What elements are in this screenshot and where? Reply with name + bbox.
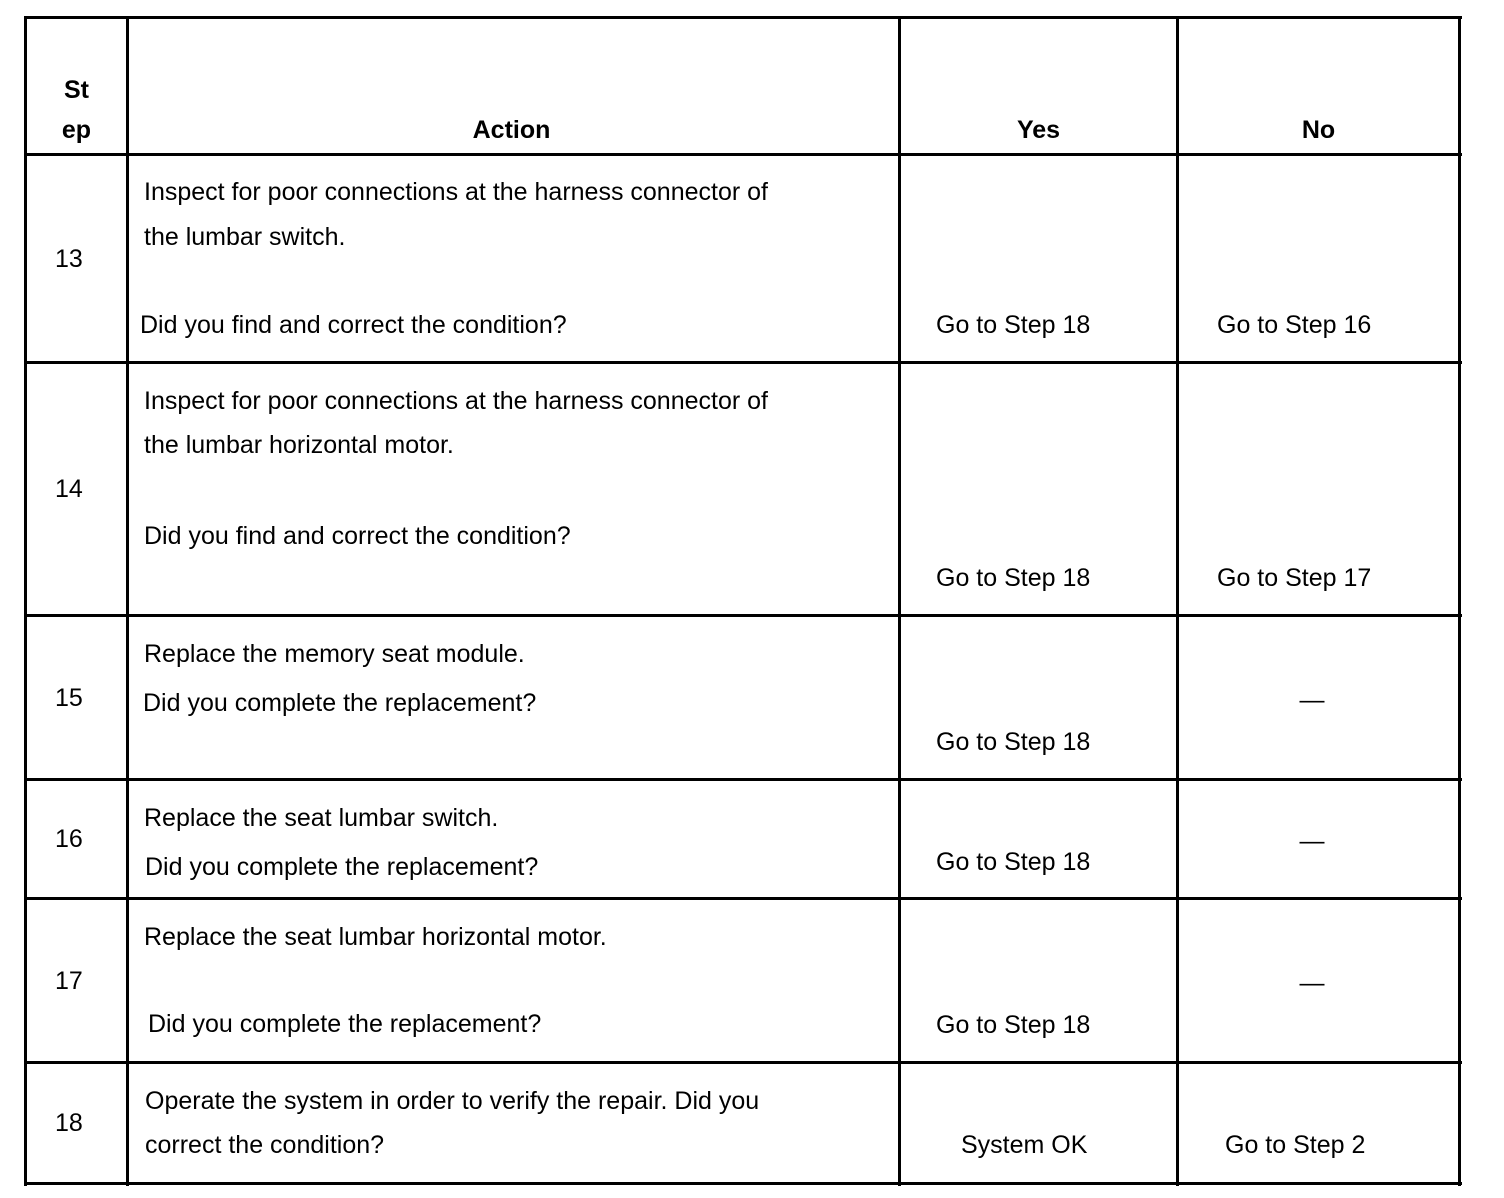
action-text: correct the condition? xyxy=(145,1131,385,1159)
table-border-left xyxy=(24,16,27,1186)
yes-result: Go to Step 18 xyxy=(936,728,1091,756)
step-number: 13 xyxy=(55,245,83,273)
header-no: No xyxy=(1301,116,1336,144)
column-divider-action xyxy=(898,16,901,1186)
no-result: Go to Step 17 xyxy=(1217,564,1372,592)
no-result: — xyxy=(1299,969,1325,997)
row-divider-13 xyxy=(24,361,1462,364)
column-divider-step xyxy=(126,16,129,1186)
step-number: 16 xyxy=(55,825,83,853)
row-divider-header xyxy=(24,153,1462,156)
action-text: Inspect for poor connections at the harness connector of xyxy=(144,178,768,206)
row-divider-16 xyxy=(24,897,1462,900)
action-text: Inspect for poor connections at the harness connector of xyxy=(144,387,768,415)
action-question: Did you complete the replacement? xyxy=(145,853,539,881)
action-question: Did you find and correct the condition? xyxy=(140,311,567,339)
table-border-right xyxy=(1458,16,1461,1186)
no-result: Go to Step 2 xyxy=(1225,1131,1366,1159)
no-result: — xyxy=(1299,827,1325,855)
yes-result: Go to Step 18 xyxy=(936,311,1091,339)
header-yes: Yes xyxy=(1016,116,1061,144)
yes-result: Go to Step 18 xyxy=(936,848,1091,876)
action-text: Replace the seat lumbar horizontal motor. xyxy=(144,923,607,951)
yes-result: System OK xyxy=(961,1131,1088,1159)
action-text: Operate the system in order to verify the repair. Did you xyxy=(145,1087,760,1115)
no-result: — xyxy=(1299,686,1325,714)
header-step-line2: ep xyxy=(61,116,92,144)
action-text: the lumbar horizontal motor. xyxy=(144,431,454,459)
yes-result: Go to Step 18 xyxy=(936,564,1091,592)
step-number: 17 xyxy=(55,967,83,995)
step-number: 14 xyxy=(55,475,83,503)
yes-result: Go to Step 18 xyxy=(936,1011,1091,1039)
column-divider-yes xyxy=(1176,16,1179,1186)
action-question: Did you complete the replacement? xyxy=(143,689,537,717)
action-text: Replace the seat lumbar switch. xyxy=(144,804,499,832)
step-number: 15 xyxy=(55,684,83,712)
action-question: Did you complete the replacement? xyxy=(148,1010,542,1038)
action-text: Replace the memory seat module. xyxy=(144,640,525,668)
row-divider-14 xyxy=(24,614,1462,617)
action-text: the lumbar switch. xyxy=(144,223,346,251)
step-number: 18 xyxy=(55,1109,83,1137)
header-step-line1: St xyxy=(64,76,89,104)
no-result: Go to Step 16 xyxy=(1217,311,1372,339)
header-action: Action xyxy=(472,116,551,144)
table-border-top xyxy=(24,16,1462,19)
diagnostic-table xyxy=(24,16,1462,1186)
row-divider-15 xyxy=(24,778,1462,781)
action-question: Did you find and correct the condition? xyxy=(144,522,571,550)
row-divider-17 xyxy=(24,1061,1462,1064)
table-border-bottom xyxy=(24,1182,1462,1185)
